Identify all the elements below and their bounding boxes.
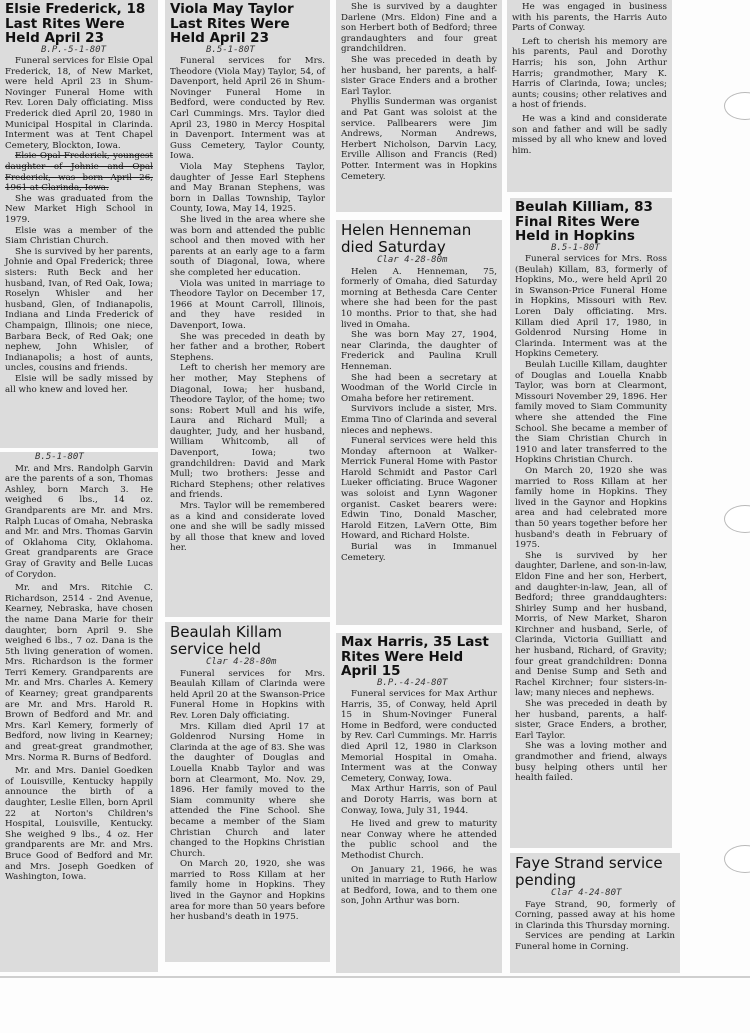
binder-hole: [724, 92, 750, 120]
paragraph: She is survived by a daughter Darlene (Mrs. Eldon) Fine and a son Herbert both of Bedford; three grandaughters and four great grandchildren.: [341, 2, 497, 55]
paragraph: Funeral services for Elsie Opal Frederick, 18, of New Market, were held April 23 in Shum-Novinger Funeral Home with Rev. Loren Daly officiating. Miss Frederick died April 20, 1980 in Municipal Hospital in Clarinda. Interment was at Tent Chapel Cemetery, Blockton, Iowa.: [5, 56, 153, 151]
paragraph: Viola May Stephens Taylor, daughter of Jesse Earl Stephens and May Branan Stephens, was born in Dallas Township, Taylor County, Iowa, May 14, 1925.: [170, 162, 325, 215]
clipping-elsie-frederick: [0, 0, 158, 448]
handwritten-note: B.5-1-80T: [206, 44, 255, 55]
clipping-headline: Elsie Frederick, 18 Last Rites Were Held April 23: [5, 1, 146, 46]
paragraph: Services are pending at Larkin Funeral home in Corning.: [515, 931, 675, 952]
paragraph: She was a loving mother and grandmother and friend, always busy helping others until her health failed.: [515, 741, 667, 784]
clipping-beaulah-killam-service: [165, 622, 330, 962]
clipping-viola-may-taylor: [165, 0, 330, 617]
clipping-headline: Beaulah Killam service held: [170, 623, 282, 658]
handwritten-note: Clar 4-24-80T: [551, 888, 622, 898]
paragraph: Funeral services for Mrs. Ross (Beulah) Killam, 83, formerly of Hopkins, Mo., were held April 20 in Swanson-Price Funeral Home in Hopkins, Missouri with Rev. Loren Daly officiating. Mrs. Killam died April 17, 1980, in Goldenrod Nursing Home in Clarinda. Interment was at the Hopkins Cemetery.: [515, 254, 667, 360]
paragraph: He was a kind and considerate son and father and will be sadly missed by all who knew and loved him.: [512, 113, 667, 156]
paragraph: Funeral services were held this Monday afternoon at Walker-Merrick Funeral Home with Pastor Harold Schmidt and Pastor Carl Lueker officiating. Bruce Wagoner was soloist and Lynn Wagoner organist. Casket bearers were: Edwin Tino, Donald Mascher, Harold Eitzen, LaVern Otte, Bim Howard, and Richard Holste.: [341, 436, 497, 542]
clipping-headline: Faye Strand service pending: [515, 854, 663, 889]
paragraph: Funeral services for Mrs. Theodore (Viola May) Taylor, 54, of Davenport, held April 26 in Shum-Novinger Funeral Home in Bedford, were conducted by Rev. Carl Cummings. Mrs. Taylor died April 23, 1980 in Mercy Hospital in Davenport. Interment was at Guss Cemetery, Taylor County, Iowa.: [170, 56, 325, 162]
paragraph: Survivors include a sister, Mrs. Emma Tino of Clarinda and several nieces and nephews.: [341, 404, 497, 436]
paragraph: She was preceded in death by her husband, her parents, a half-sister Grace Enders and a brother Earl Taylor.: [341, 54, 497, 97]
clipping-births: [0, 452, 158, 972]
paragraph: On March 20, 1920 she was married to Ross Killam at her family home in Hopkins. They lived in the Gaynor and Hopkins area and had celebrated more than 50 years together before her husband's death in February of 1975.: [515, 465, 667, 551]
paragraph: Elsie will be sadly missed by all who knew and loved her.: [5, 373, 153, 395]
page-edge: [0, 976, 750, 978]
paragraph: Faye Strand, 90, formerly of Corning, passed away at his home in Clarinda this Thursday morning.: [515, 899, 675, 931]
paragraph: Mrs. Killam died April 17 at Goldenrod Nursing Home in Clarinda at the age of 83. She was the daughter of Douglas and Louella Knabb Taylor and was born at Clearmont, Mo. Nov. 29, 1896. Her family moved to the Siam community where she attended the Fine School. She became a member of the Siam Christian Church and later changed to the Hopkins Christian Church.: [170, 721, 325, 859]
clipping-headline: Helen Henneman died Saturday: [341, 221, 472, 256]
handwritten-note: B.5-1-80T: [551, 242, 600, 253]
handwritten-note: B.5-1-80T: [35, 452, 84, 462]
paragraph: He was engaged in business with his parents, the Harris Auto Parts of Conway.: [512, 2, 667, 34]
paragraph: Funeral services for Mrs. Beaulah Killam of Clarinda were held April 20 at the Swanson-Price Funeral Home in Hopkins with Rev. Loren Daly officiating.: [170, 668, 325, 721]
paragraph: Mr. and Mrs. Daniel Goedken of Louisville, Kentucky happily announce the birth of a daughter, Leslie Ellen, born April 22 at Norton's Children's Hospital, Louisville, Kentucky. She weighed 9 lbs., 4 oz. Her grandparents are Mr. and Mrs. Bruce Good of Bedford and Mr. and Mrs. Joseph Goedken of Washington, Iowa.: [5, 766, 153, 883]
clipping-headline: Max Harris, 35 Last Rites Were Held April 15: [341, 634, 489, 679]
paragraph: On January 21, 1966, he was united in marriage to Ruth Harlow at Bedford, Iowa, and to them one son, John Arthur was born.: [341, 864, 497, 907]
paragraph: She was preceded in death by her husband, parents, a half-sister, Grace Enders, a brother, Earl Taylor.: [515, 699, 667, 741]
paragraph: She was born May 27, 1904, near Clarinda, the daughter of Frederick and Paulina Krull Henneman.: [341, 330, 497, 372]
paragraph: He lived and grew to maturity near Conway where he attended the public school and the Methodist Church.: [341, 819, 497, 861]
paragraph: Elsie was a member of the Siam Christian Church.: [5, 225, 153, 247]
clipping-killam-continued: [336, 0, 502, 212]
paragraph: Beulah Lucille Killam, daughter of Douglas and Louella Knabb Taylor, was born at Clearmont, Missouri November 29, 1896. Her family moved to Siam Community where she attended the Fine School. She became a member of the Siam Christian Church in 1910 and later transferred to the Hopkins Christian Church.: [515, 360, 667, 466]
paragraph: Burial was in Immanuel Cemetery.: [341, 542, 497, 563]
clipping-helen-henneman: [336, 220, 502, 625]
clipping-headline: Beulah Killiam, 83 Final Rites Were Held in Hopkins: [515, 199, 653, 244]
handwritten-note: B.P.-5-1-80T: [41, 44, 107, 55]
paragraph: Left to cherish his memory are his parents, Paul and Dorothy Harris; his son, John Arthur Harris; grandmother, Mary K. Harris of Clarinda, Iowa; uncles; aunts; cousins; other relatives and a host of friends.: [512, 36, 667, 111]
binder-hole: [724, 505, 750, 533]
paragraph: Viola was united in marriage to Theodore Taylor on December 17, 1966 at Mount Carroll, Illinois, and they have resided in Davenport, Iowa.: [170, 278, 325, 331]
paragraph: Max Arthur Harris, son of Paul and Doroty Harris, was born at Conway, Iowa, July 31, 1944.: [341, 784, 497, 816]
paragraph: She had been a secretary at Woodman of the World Circle in Omaha before her retirement.: [341, 372, 497, 404]
clipping-faye-strand: [510, 853, 680, 973]
clipping-headline: Viola May Taylor Last Rites Were Held April 23: [170, 1, 294, 46]
paragraph: Helen A. Henneman, 75, formerly of Omaha, died Saturday morning at Bethesda Care Center where she had been for the past 10 months. Prior to that, she had lived in Omaha.: [341, 266, 497, 330]
clipping-harris-continued: [507, 0, 672, 192]
paragraph: She is survived by her daughter, Darlene, and son-in-law, Eldon Fine and her son, Herbert, and daughter-in-law, Jean, all of Bedford; three granddaughters: Shirley Sump and her husband, Morris, of New Market, Sharon Kirchner and husband, Serle, of Clarinda, Victoria Guilliatt and her husband, Richard, of Gravity; four great grandchildren: Donna and Denise Sump and Seth and Rachel Kirchner; four sisters-in-law; many nieces and nephews.: [515, 550, 667, 699]
paragraph: She was preceded in death by her father and a brother, Robert Stephens.: [170, 331, 325, 363]
paragraph: Phyllis Sunderman was organist and Pat Gant was soloist at the service. Pallbearers were Jim Andrews, Norman Andrews, Herbert Nicholson, Darvin Lacy, Erville Allison and Francis (Red) Potter. Interment was in Hopkins Cemetery.: [341, 97, 497, 182]
paragraph: She is survived by her parents, Johnie and Opal Frederick; three sisters: Ruth Beck and her husband, Ivan, of Red Oak, Iowa; Roselyn Whisler and her husband, Glen, of Indianapolis, Indiana and Linda Frederick of Champaign, Illinois; one niece, Barbara Beck, of Red Oak; one nephew, John Whisler, of Indianapolis; a host of aunts, uncles, cousins and friends.: [5, 246, 153, 374]
paragraph: Left to cherish her memory are her mother, May Stephens of Diagonal, Iowa; her husband, Theodore Taylor, of the home; two sons: Robert Mull and his wife, Laura and Richard Mull; a daughter, Judy, and her husband, William Whitcomb, all of Davenport, Iowa; two grandchildren: David and Mark Mull; two brothers: Jesse and Richard Stephens; other relatives and friends.: [170, 363, 325, 501]
clipping-beulah-killiam-final-rites: [510, 198, 672, 848]
paragraph: Mr. and Mrs. Ritchie C. Richardson, 2514 - 2nd Avenue, Kearney, Nebraska, have chosen the name Dana Marie for their daughter, born April 9. She weighed 6 lbs., 7 oz. Dana is the 5th living generation of women. Mrs. Richardson is the former Terri Kemery. Grandparents are Mr. and Mrs. Charles A. Kemery of Kearney; great grandparents are Mr. and Mrs. Harold R. Brown of Bedford and Mr. and Mrs. Karl Kemery, formerly of Bedford, now living in Kearney; and great-great grandmother, Mrs. Norma R. Burns of Bedford.: [5, 583, 153, 763]
handwritten-note: Clar 4-28-80m: [377, 255, 448, 265]
paragraph: On March 20, 1920, she was married to Ross Killam at her family home in Hopkins. They lived in the Gaynor and Hopkins area for more than 50 years before her husband's death in 1975.: [170, 859, 325, 923]
binder-hole: [724, 845, 750, 873]
handwritten-note: Clar 4-28-80m: [206, 657, 277, 667]
handwritten-note: B.P.-4-24-80T: [377, 677, 448, 688]
paragraph: Elsie Opal Frederick, youngest daughter of Johnie and Opal Frederick, was born April 26, 1961 at Clarinda, Iowa.: [5, 151, 153, 194]
paragraph: She was graduated from the New Market High School in 1979.: [5, 193, 153, 225]
paragraph: Mrs. Taylor will be remembered as a kind and considerate loved one and she will be sadly missed by all those that knew and loved her.: [170, 501, 325, 554]
paragraph: Mr. and Mrs. Randolph Garvin are the parents of a son, Thomas Ashley, born March 3. He weighed 6 lbs., 14 oz. Grandparents are Mr. and Mrs. Ralph Lucas of Omaha, Nebraska and Mr. and Mrs. Thomas Garvin of Oklahoma City, Oklahoma. Great grandparents are Grace Gray of Gravity and Belle Lucas of Corydon.: [5, 463, 153, 580]
clipping-max-harris: [336, 633, 502, 973]
paragraph: Funeral services for Max Arthur Harris, 35, of Conway, held April 15 in Shum-Novinger Funeral Home in Bedford, were conducted by Rev. Carl Cummings. Mr. Harris died April 12, 1980 in Clarkson Memorial Hospital in Omaha. Interment was at the Conway Cemetery, Conway, Iowa.: [341, 689, 497, 784]
paragraph: She lived in the area where she was born and attended the public school and then moved with her parents at an early age to a farm south of Diagonal, Iowa, where she completed her education.: [170, 215, 325, 278]
